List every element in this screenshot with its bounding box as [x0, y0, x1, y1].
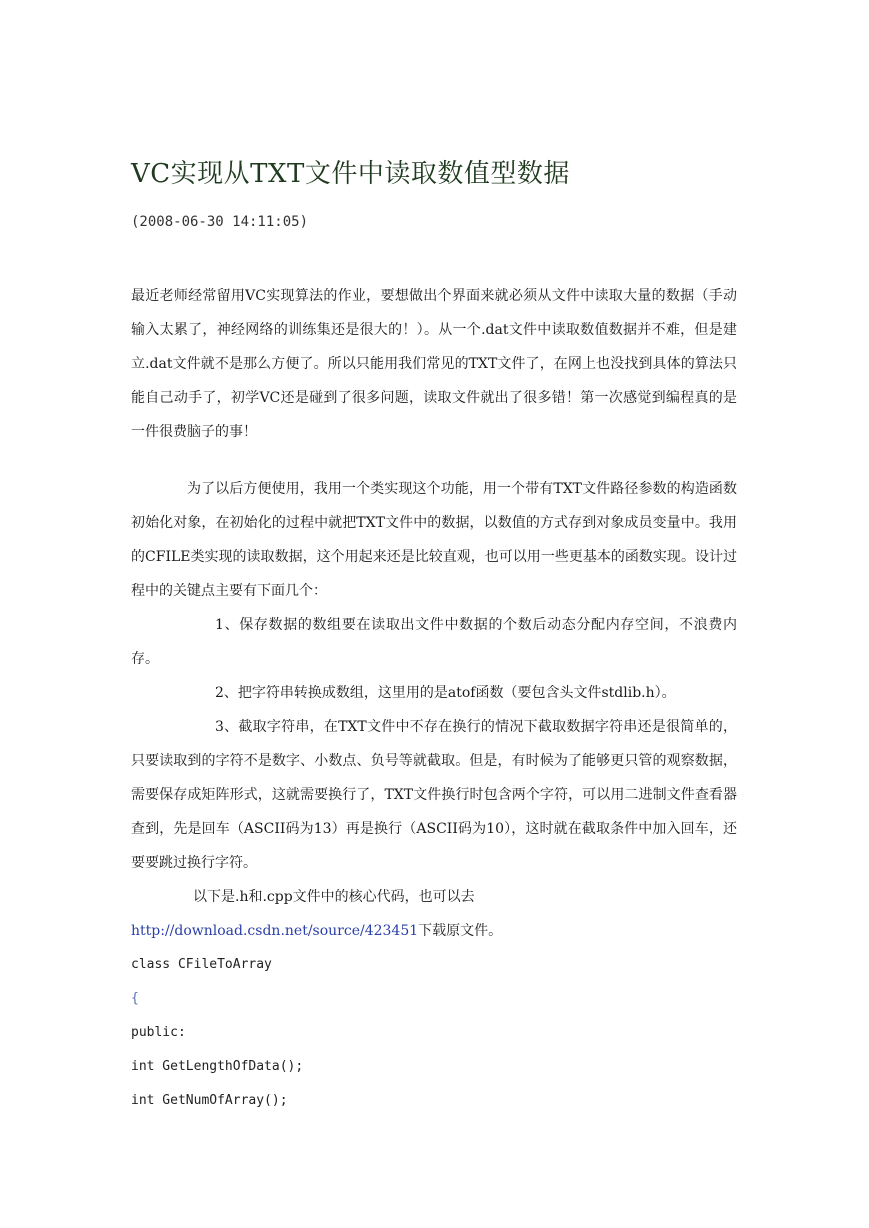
code-line: int GetNumOfArray(); — [131, 1093, 288, 1108]
paragraph-intro: 最近老师经常留用VC实现算法的作业，要想做出个界面来就必须从文件中读取大量的数据（手动输入太累了，神经网络的训练集还是很大的！）。从一个.dat文件中读取数值数据并不难，但是建立.dat文件就不是那么方便了。所以只能用我们常见的TXT文件了，在网上也没找到具体的算法只能自己动手了，初学VC还是碰到了很多问题，读取文件就出了很多错！第一次感觉到编程真的是一件很费脑子的事！ — [131, 288, 737, 440]
paragraph-point-3: 3、截取字符串，在TXT文件中不存在换行的情况下截取数据字符串还是很简单的，只要读取到的字符不是数字、小数点、负号等就截取。但是，有时候为了能够更只管的观察数据，需要保存成矩阵形式，这就需要换行了，TXT文件换行时包含两个字符，可以用二进制文件查看器查到，先是回车（ASCII码为13）再是换行（ASCII码为10），这时就在截取条件中加入回车，还要要跳过换行字符。 — [131, 719, 737, 871]
download-link[interactable]: http://download.csdn.net/source/423451 — [131, 923, 419, 939]
download-suffix: 下载原文件。 — [418, 923, 503, 939]
paragraph-design: 为了以后方便使用，我用一个类实现这个功能，用一个带有TXT文件路径参数的构造函数初始化对象，在初始化的过程中就把TXT文件中的数据，以数值的方式存到对象成员变量中。我用的CFILE类实现的读取数据，这个用起来还是比较直观，也可以用一些更基本的函数实现。设计过程中的关键点主要有下面几个： — [131, 481, 737, 599]
download-line — [131, 914, 737, 948]
code-line: int GetLengthOfData(); — [131, 1059, 304, 1074]
paragraph-point-2: 2、把字符串转换成数组，这里用的是atof函数（要包含头文件stdlib.h）。 — [215, 685, 676, 701]
code-line: { — [131, 991, 139, 1006]
paragraph-point-1: 1、保存数据的数组要在读取出文件中数据的个数后动态分配内存空间，不浪费内存。 — [131, 617, 737, 667]
code-line: public: — [131, 1025, 186, 1040]
paragraph-code-intro: 以下是.h和.cpp文件中的核心代码，也可以去 — [193, 889, 475, 905]
code-line: class CFileToArray — [131, 957, 272, 972]
article-title: VC实现从TXT文件中读取数值型数据 — [131, 159, 570, 189]
article-timestamp: (2008-06-30 14:11:05) — [131, 214, 309, 230]
